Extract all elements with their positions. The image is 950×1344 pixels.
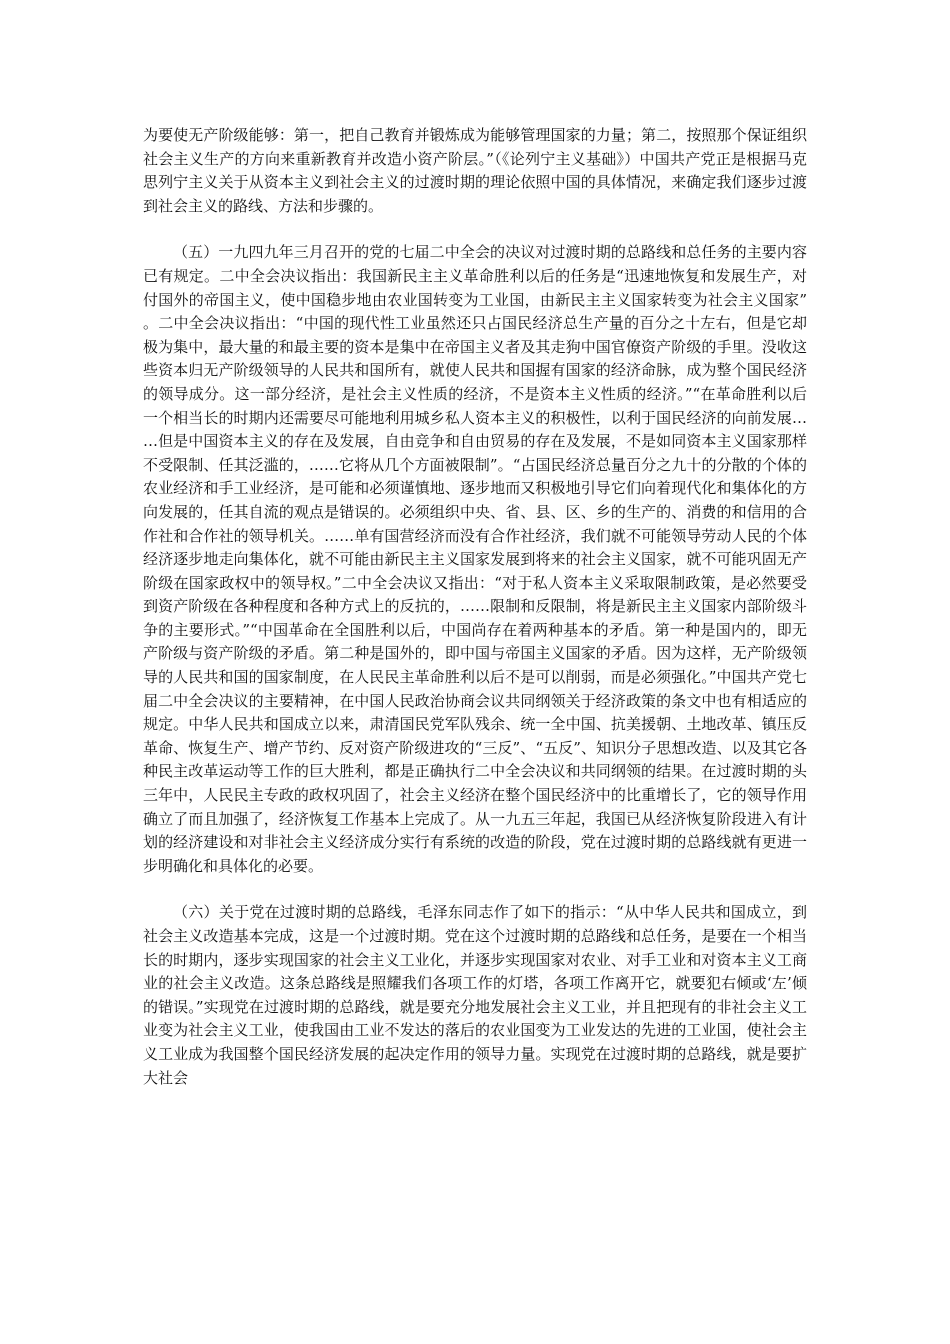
paragraph-section-6: （六）关于党在过渡时期的总路线，毛泽东同志作了如下的指示：“从中华人民共和国成立，到社会主义改造基本完成，这是一个过渡时期。党在这个过渡时期的总路线和总任务，是要在一个相当长的时期内，逐步实现国家的社会主义工业化，并逐步实现国家对农业、对手工业和对资本主义工商业的社会主义改造。这条总路线是照耀我们各项工作的灯塔，各项工作离开它，就要犯右倾或‘左’倾的错误。”实现党在过渡时期的总路线，就是要充分地发展社会主义工业，并且把现有的非社会主义工业变为社会主义工业，使我国由工业不发达的落后的农业国变为工业发达的先进的工业国，使社会主义工业成为我国整个国民经济发展的起决定作用的领导力量。实现党在过渡时期的总路线，就是要扩大社会 [143, 903, 807, 1087]
paragraph-section-5: （五）一九四九年三月召开的党的七届二中全会的决议对过渡时期的总路线和总任务的主要内容已有规定。二中全会决议指出：我国新民主主义革命胜利以后的任务是“迅速地恢复和发展生产，对付国外的帝国主义，使中国稳步地由农业国转变为工业国，由新民主主义国家转变为社会主义国家”。二中全会决议指出：“中国的现代性工业虽然还只占国民经济总生产量的百分之十左右，但是它却极为集中，最大量的和最主要的资本是集中在帝国主义者及其走狗中国官僚资产阶级的手里。没收这些资本归无产阶级领导的人民共和国所有，就使人民共和国握有国家的经济命脉，成为整个国民经济的领导成分。这一部分经济，是社会主义性质的经济，不是资本主义性质的经济。”“在革命胜利以后一个相当长的时期内还需要尽可能地利用城乡私人资本主义的积极性，以利于国民经济的向前发展……但是中国资本主义的存在及发展，自由竞争和自由贸易的存在及发展，不是如同资本主义国家那样不受限制、任其泛滥的，……它将从几个方面被限制”。“占国民经济总量百分之九十的分散的个体的农业经济和手工业经济，是可能和必须谨慎地、逐步地而又积极地引导它们向着现代化和集体化的方向发展的，任其自流的观点是错误的。必须组织中央、省、县、区、乡的生产的、消费的和信用的合作社和合作社的领导机关。……单有国营经济而没有合作社经济，我们就不可能领导劳动人民的个体经济逐步地走向集体化，就不可能由新民主主义国家发展到将来的社会主义国家，就不可能巩固无产阶级在国家政权中的领导权。”二中全会决议又指出：“对于私人资本主义采取限制政策，是必然要受到资产阶级在各种程度和各种方式上的反抗的，……限制和反限制，将是新民主主义国家内部阶级斗争的主要形式。”“中国革命在全国胜利以后，中国尚存在着两种基本的矛盾。第一种是国内的，即无产阶级与资产阶级的矛盾。第二种是国外的，即中国与帝国主义国家的矛盾。因为这样，无产阶级领导的人民共和国的国家制度，在人民民主革命胜利以后不是可以削弱，而是必须强化。”中国共产党七届二中全会决议的主要精神，在中国人民政治协商会议共同纲领关于经济政策的条文中也有相适应的规定。中华人民共和国成立以来，肃清国民党军队残余、统一全中国、抗美援朝、土地改革、镇压反革命、恢复生产、增产节约、反对资产阶级进攻的“三反”、“五反”、知识分子思想改造、以及其它各种民主改革运动等工作的巨大胜利，都是正确执行二中全会决议和共同纲领的结果。在过渡时期的头三年中，人民民主专政的政权巩固了，社会主义经济在整个国民经济中的比重增长了，它的领导作用确立了而且加强了，经济恢复工作基本上完成了。从一九五三年起，我国已从经济恢复阶段进入有计划的经济建设和对非社会主义经济成分实行有系统的改造的阶段，党在过渡时期的总路线就有更进一步明确化和具体化的必要。 [143, 243, 807, 875]
document-body [143, 124, 807, 1090]
paragraph-continuation: 为要使无产阶级能够：第一，把自己教育并锻炼成为能够管理国家的力量；第二，按照那个保证组织社会主义生产的方向来重新教育并改造小资产阶层。”（《论列宁主义基础》）中国共产党正是根据马克思列宁主义关于从资本主义到社会主义的过渡时期的理论依照中国的具体情况，来确定我们逐步过渡到社会主义的路线、方法和步骤的。 [143, 126, 807, 215]
